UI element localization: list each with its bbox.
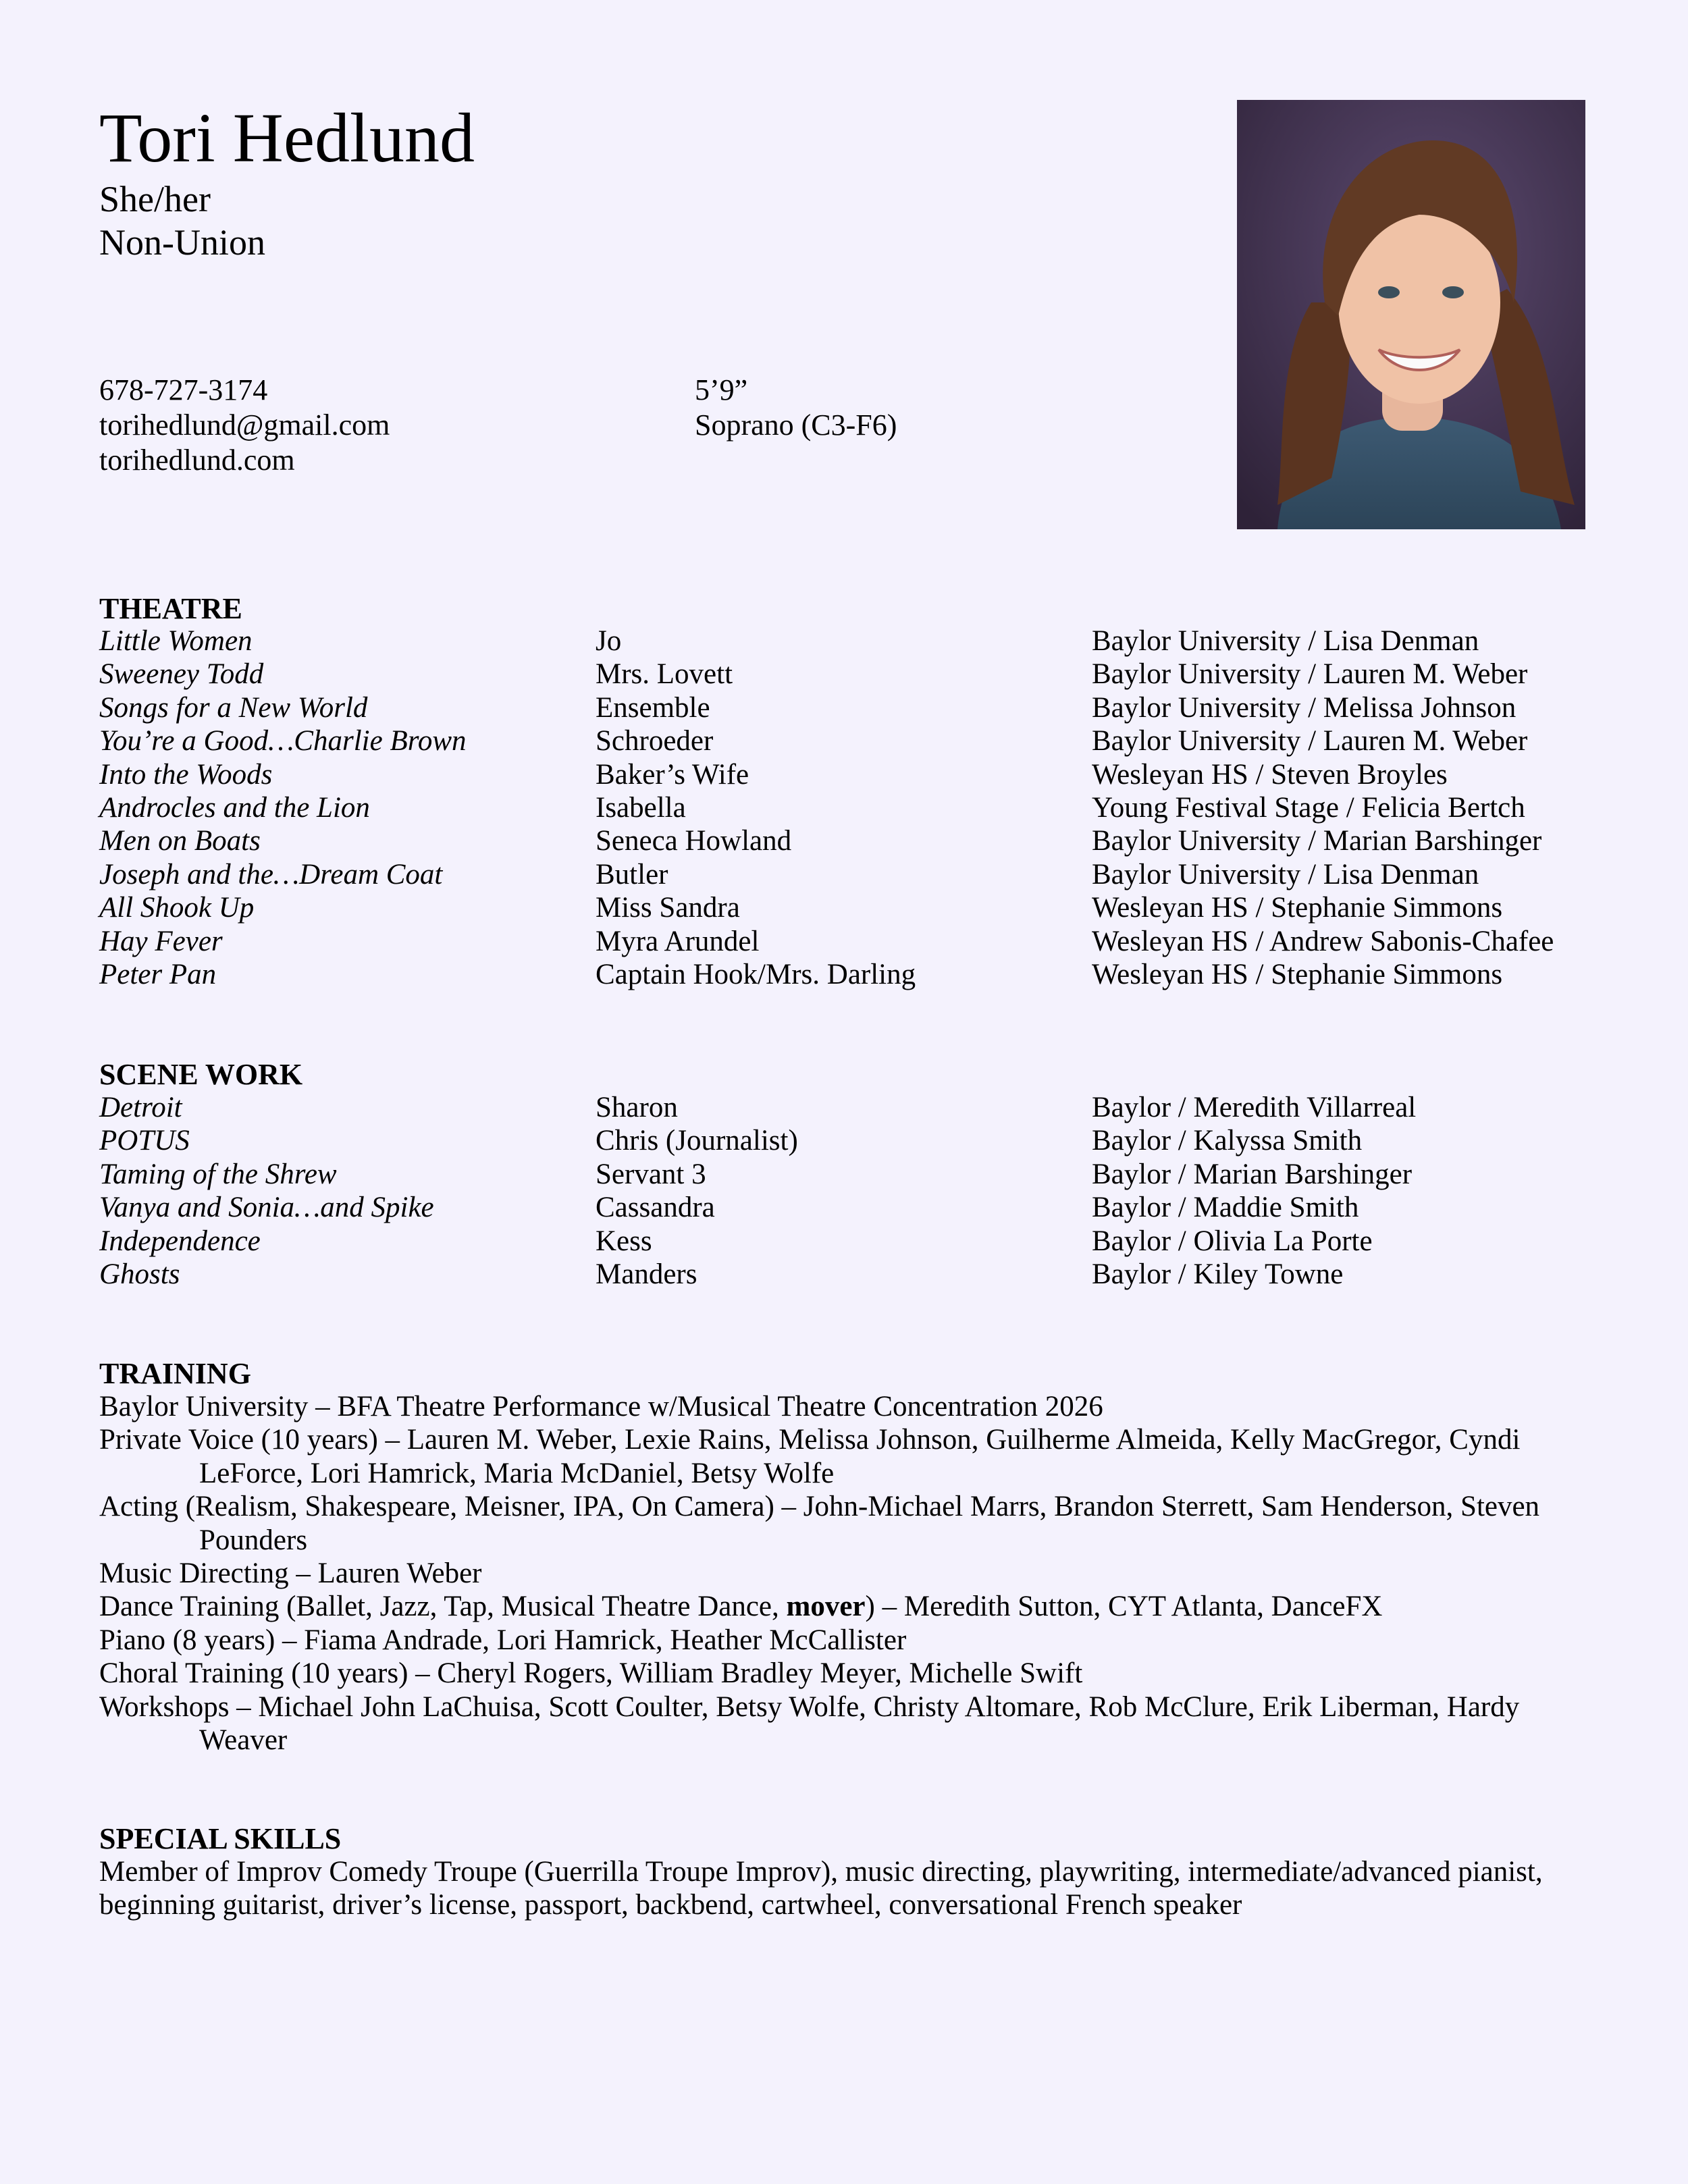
show-title: Independence [99, 1225, 261, 1257]
company-director: Baylor University / Melissa Johnson [1092, 691, 1516, 724]
company-director: Young Festival Stage / Felicia Bertch [1092, 792, 1525, 824]
training-item: Piano (8 years) – Fiama Andrade, Lori Hamrick, Heather McCallister [99, 1624, 907, 1656]
dance-prefix: Dance Training (Ballet, Jazz, Tap, Musical Theatre Dance, [99, 1591, 787, 1623]
table-row [0, 1158, 1688, 1191]
table-row [0, 925, 1688, 958]
table-row [0, 624, 1688, 658]
company-director: Baylor University / Lisa Denman [1092, 858, 1479, 890]
role: Schroeder [596, 725, 714, 757]
show-title: Androcles and the Lion [99, 792, 370, 824]
role: Ensemble [596, 691, 710, 724]
table-row [0, 824, 1688, 857]
union-status: Non-Union [99, 222, 265, 263]
company-director: Baylor University / Marian Barshinger [1092, 825, 1542, 857]
show-title: You’re a Good…Charlie Brown [99, 725, 467, 757]
skills-line: beginning guitarist, driver’s license, passport, backbend, cartwheel, conversational French speaker [99, 1889, 1242, 1921]
table-row [0, 1258, 1688, 1291]
training-list [99, 1390, 1585, 1757]
contact-block [99, 373, 390, 478]
table-row [0, 1225, 1688, 1258]
role: Miss Sandra [596, 892, 740, 924]
height: 5’9” [695, 373, 748, 406]
role: Servant 3 [596, 1158, 706, 1190]
company-director: Baylor / Kiley Towne [1092, 1258, 1344, 1290]
role: Kess [596, 1225, 652, 1257]
show-title: POTUS [99, 1125, 190, 1157]
role: Seneca Howland [596, 825, 792, 857]
role: Cassandra [596, 1192, 715, 1224]
company-director: Baylor University / Lauren M. Weber [1092, 658, 1528, 691]
role: Myra Arundel [596, 925, 760, 957]
table-row [0, 691, 1688, 724]
table-row [0, 758, 1688, 791]
role: Baker’s Wife [596, 758, 749, 791]
special-skills-text [99, 1855, 1543, 1922]
training-item: Choral Training (10 years) – Cheryl Rogers, William Bradley Meyer, Michelle Swift [99, 1657, 1083, 1690]
company-director: Baylor University / Lisa Denman [1092, 625, 1479, 657]
role: Jo [596, 625, 622, 657]
show-title: Into the Woods [99, 758, 273, 791]
table-row [0, 724, 1688, 757]
training-item-dance [99, 1590, 1585, 1623]
show-title: Vanya and Sonia…and Spike [99, 1192, 434, 1224]
show-title: Songs for a New World [99, 691, 368, 724]
company-director: Wesleyan HS / Steven Broyles [1092, 758, 1448, 791]
company-director: Baylor / Maddie Smith [1092, 1192, 1359, 1224]
phone: 678-727-3174 [99, 373, 268, 406]
show-title: Ghosts [99, 1258, 180, 1290]
dance-suffix: ) – Meredith Sutton, CYT Atlanta, DanceFX [865, 1591, 1383, 1623]
dance-emphasis: mover [786, 1591, 866, 1623]
role: Butler [596, 858, 668, 890]
voice-type: Soprano (C3-F6) [695, 408, 897, 442]
show-title: Little Women [99, 625, 253, 657]
website: torihedlund.com [99, 444, 295, 477]
company-director: Baylor / Olivia La Porte [1092, 1225, 1373, 1257]
company-director: Baylor / Kalyssa Smith [1092, 1125, 1363, 1157]
company-director: Baylor / Marian Barshinger [1092, 1158, 1413, 1190]
table-row [0, 1124, 1688, 1157]
table-row [0, 858, 1688, 891]
show-title: All Shook Up [99, 892, 255, 924]
show-title: Hay Fever [99, 925, 223, 957]
headshot-photo [1237, 100, 1585, 529]
role: Isabella [596, 792, 686, 824]
role: Captain Hook/Mrs. Darling [596, 959, 916, 990]
role: Mrs. Lovett [596, 658, 733, 691]
company-director: Wesleyan HS / Andrew Sabonis-Chafee [1092, 925, 1554, 957]
role: Manders [596, 1258, 697, 1290]
training-item: Music Directing – Lauren Weber [99, 1557, 482, 1590]
scene-work-heading: SCENE WORK [99, 1058, 303, 1091]
company-director: Baylor University / Lauren M. Weber [1092, 725, 1528, 757]
show-title: Sweeney Todd [99, 658, 264, 691]
company-director: Baylor / Meredith Villarreal [1092, 1092, 1417, 1123]
training-heading: TRAINING [99, 1357, 251, 1390]
show-title: Joseph and the…Dream Coat [99, 858, 443, 890]
role: Chris (Journalist) [596, 1125, 798, 1157]
table-row [0, 1091, 1688, 1124]
table-row [0, 958, 1688, 991]
show-title: Men on Boats [99, 825, 261, 857]
show-title: Taming of the Shrew [99, 1158, 337, 1190]
show-title: Peter Pan [99, 959, 217, 990]
show-title: Detroit [99, 1092, 182, 1123]
table-row [0, 1191, 1688, 1224]
table-row [0, 658, 1688, 691]
table-row [0, 791, 1688, 824]
table-row [0, 891, 1688, 924]
stats-block [695, 373, 897, 443]
training-item: Acting (Realism, Shakespeare, Meisner, IPA, On Camera) – John-Michael Marrs, Brandon Sterrett, Sam Henderson, Steven Pounders [99, 1491, 1540, 1556]
skills-line: Member of Improv Comedy Troupe (Guerrilla Troupe Improv), music directing, playwriting, intermediate/advanced pianist, [99, 1856, 1543, 1888]
special-skills-heading: SPECIAL SKILLS [99, 1822, 342, 1855]
actor-name: Tori Hedlund [99, 99, 475, 177]
company-director: Wesleyan HS / Stephanie Simmons [1092, 892, 1503, 924]
training-item: Workshops – Michael John LaChuisa, Scott Coulter, Betsy Wolfe, Christy Altomare, Rob McClure, Erik Liberman, Hardy Weaver [99, 1690, 1520, 1757]
pronouns: She/her [99, 179, 211, 219]
company-director: Wesleyan HS / Stephanie Simmons [1092, 959, 1503, 990]
training-item: Private Voice (10 years) – Lauren M. Weber, Lexie Rains, Melissa Johnson, Guilherme Almeida, Kelly MacGregor, Cyndi LeForce, Lori Hamrick, Maria McDaniel, Betsy Wolfe [99, 1424, 1521, 1489]
training-item: Baylor University – BFA Theatre Performance w/Musical Theatre Concentration 2026 [99, 1391, 1103, 1422]
theatre-heading: THEATRE [99, 592, 242, 625]
role: Sharon [596, 1092, 678, 1123]
email: torihedlund@gmail.com [99, 408, 390, 442]
